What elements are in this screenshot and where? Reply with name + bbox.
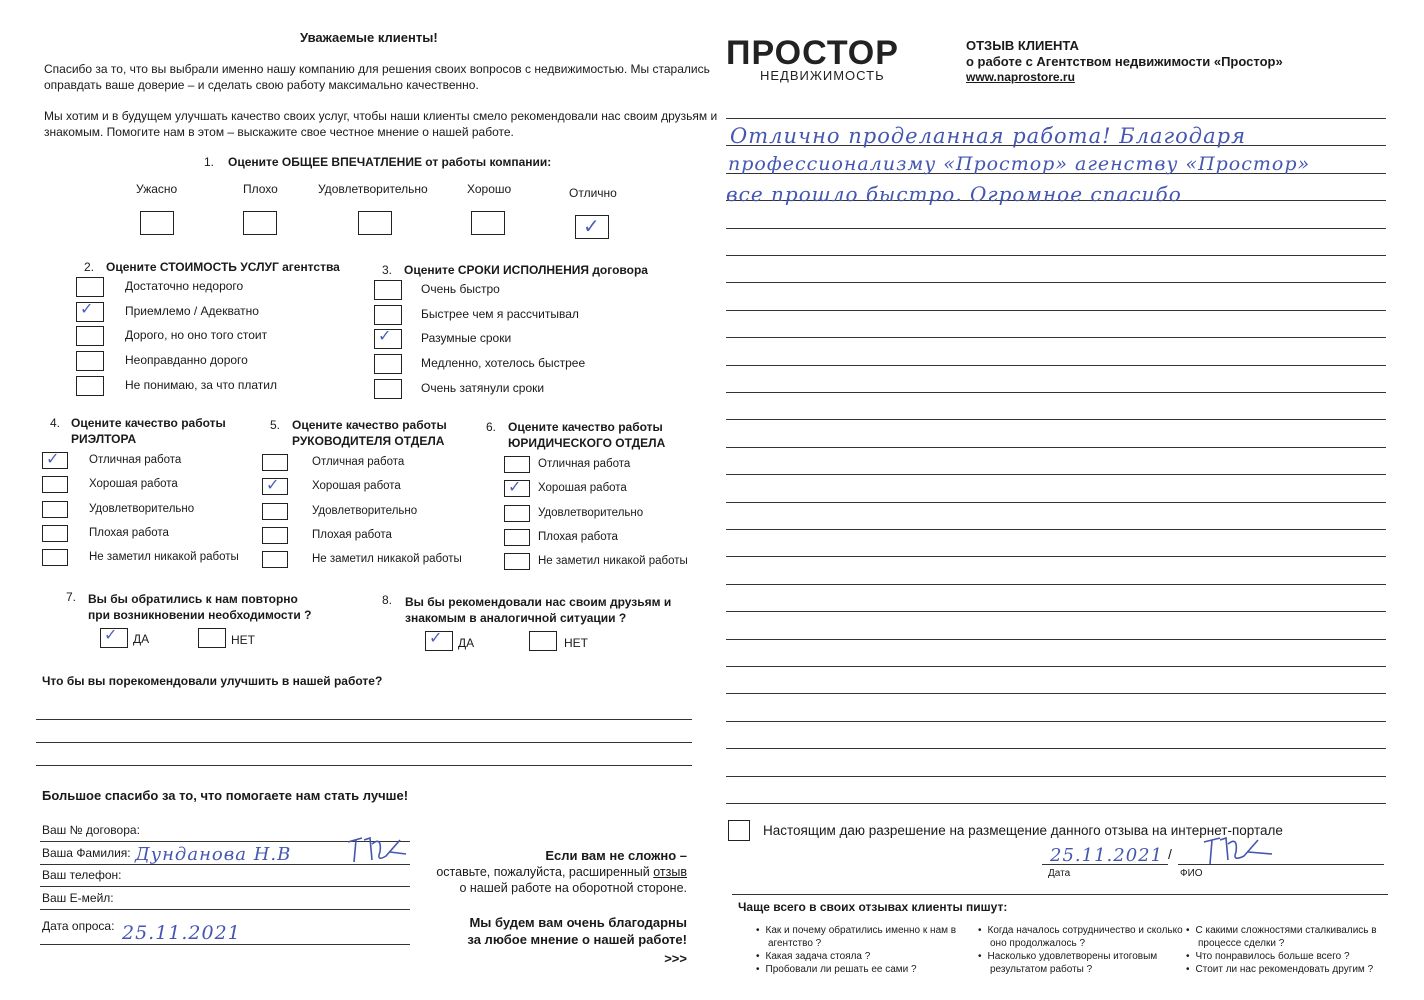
check-mark-icon: ✓: [508, 477, 522, 497]
q7-no-label: НЕТ: [231, 633, 255, 647]
q7-yes-checkbox[interactable]: [100, 625, 128, 648]
q2-option-checkbox[interactable]: [76, 376, 104, 396]
answer-line[interactable]: [36, 765, 692, 766]
q1-title: Оцените ОБЩЕЕ ВПЕЧАТЛЕНИЕ от работы компании:: [228, 155, 552, 169]
hint-item-cont: процессе сделки ?: [1198, 938, 1285, 949]
review-line[interactable]: [726, 748, 1386, 749]
review-line[interactable]: [726, 666, 1386, 667]
date-value[interactable]: 25.11.2021: [122, 922, 241, 944]
q4-title-2: РИЭЛТОРА: [71, 432, 137, 446]
q5-option-label: Удовлетворительно: [312, 504, 418, 517]
hint-item: • Насколько удовлетворены итоговым: [978, 950, 1183, 963]
q1-option-checkbox[interactable]: [140, 211, 174, 235]
q8-yes-checkbox[interactable]: [425, 628, 453, 651]
review-line[interactable]: [726, 693, 1386, 694]
q2-option-label: Достаточно недорого: [125, 279, 244, 293]
q6-option-checkbox[interactable]: [504, 477, 530, 497]
hint-item-cont: оно продолжалось ?: [990, 938, 1086, 949]
review-line[interactable]: [726, 556, 1386, 557]
divider: [732, 894, 1388, 895]
email-field[interactable]: [40, 909, 410, 910]
side-text-3: о нашей работе на оборотной стороне.: [459, 881, 687, 895]
q2-option-label: Неоправданно дорого: [125, 353, 248, 368]
answer-line[interactable]: [36, 719, 692, 720]
q4-option-label: Не заметил никакой работы: [89, 551, 239, 564]
hint-item: • С какими сложностями сталкивались в: [1186, 924, 1377, 937]
review-line[interactable]: [726, 118, 1386, 119]
q5-option-label: Отличная работа: [312, 456, 405, 468]
date-line: [1042, 864, 1168, 865]
review-heading: ОТЗЫВ КЛИЕНТА: [966, 38, 1079, 53]
q3-option-checkbox[interactable]: [374, 379, 402, 399]
hint-item-cont: агентство ?: [768, 938, 822, 949]
q2-option-checkbox[interactable]: [76, 277, 104, 297]
signature-icon: [342, 832, 412, 868]
review-line[interactable]: [726, 639, 1386, 640]
check-mark-icon: ✓: [104, 625, 118, 644]
q6-option-label: Хорошая работа: [538, 482, 627, 495]
intro-text-1a: Спасибо за то, что вы выбрали именно нашу компанию для решения своих вопросов с недвижимостью. Мы старались: [44, 62, 710, 76]
side-text-4: Мы будем вам очень благодарны: [469, 915, 687, 930]
q1-option-label: Отлично: [569, 186, 617, 200]
q4-number: 4.: [50, 416, 61, 430]
q4-option-checkbox[interactable]: [42, 501, 68, 518]
contract-label: Ваш № договора:: [42, 823, 140, 837]
q3-option-checkbox[interactable]: [374, 280, 402, 300]
date-caption: Дата: [1048, 868, 1071, 879]
hint-item: • Когда началось сотрудничество и сколько: [978, 924, 1183, 937]
often-title: Чаще всего в своих отзывах клиенты пишут:: [738, 900, 1008, 914]
hint-item: • Какая задача стояла ?: [756, 950, 956, 963]
q2-title: Оцените СТОИМОСТЬ УСЛУГ агентства: [106, 260, 340, 274]
q4-option-label: Хорошая работа: [89, 478, 178, 491]
hints-column-3: [1186, 924, 1377, 976]
q3-option-checkbox[interactable]: [374, 326, 402, 349]
review-subheading: о работе с Агентством недвижимости «Простор»: [966, 54, 1283, 69]
q1-number: 1.: [204, 155, 215, 169]
q1-option-label: Удовлетворительно: [318, 182, 428, 196]
email-label: Ваш Е-мейл:: [42, 891, 114, 905]
review-link[interactable]: отзыв: [653, 865, 687, 879]
q2-option-label: Приемлемо / Адекватно: [125, 303, 259, 318]
q3-option-checkbox[interactable]: [374, 305, 402, 325]
q1-option-label: Плохо: [243, 182, 278, 196]
review-line[interactable]: [726, 611, 1386, 612]
q4-option-label: Отличная работа: [89, 454, 182, 466]
arrows-text: >>>: [664, 951, 687, 966]
logo: ПРОСТОР: [726, 34, 899, 72]
q3-option-label: Очень быстро: [421, 282, 500, 296]
q7-title-1: Вы бы обратились к нам повторно: [88, 592, 298, 606]
q8-title-2: знакомым в аналогичной ситуации ?: [405, 611, 627, 625]
q4-title-1: Оцените качество работы: [71, 416, 226, 430]
date-field-line: [40, 944, 410, 945]
check-mark-icon: ✓: [266, 475, 280, 495]
q3-option-label: Очень затянули сроки: [421, 380, 545, 395]
review-text-3: все прошло быстро. Огромное спасибо: [726, 182, 1182, 206]
q8-title-1: Вы бы рекомендовали нас своим друзьям и: [405, 595, 672, 609]
side-text-2: оставьте, пожалуйста, расширенный отзыв: [436, 865, 687, 879]
hint-item: • Пробовали ли решать ее сами ?: [756, 963, 956, 976]
q6-option-label: Удовлетворительно: [538, 506, 644, 519]
review-line[interactable]: [726, 803, 1386, 804]
separator: /: [1168, 846, 1172, 862]
phone-label: Ваш телефон:: [42, 868, 122, 882]
signature-date[interactable]: 25.11.2021: [1050, 845, 1164, 866]
q6-number: 6.: [486, 420, 497, 434]
q5-option-checkbox[interactable]: [262, 503, 288, 520]
q3-option-label: Быстрее чем я рассчитывал: [421, 306, 579, 321]
signature-icon: [1198, 834, 1278, 868]
intro-text-1b: оправдать ваше доверие – и сделать свою работу максимально качественно.: [44, 78, 479, 92]
review-line[interactable]: [726, 282, 1386, 283]
q8-no-label: НЕТ: [564, 636, 588, 650]
side-text-5: за любое мнение о нашей работе!: [467, 932, 687, 947]
q4-option-label: Удовлетворительно: [89, 502, 195, 515]
review-line[interactable]: [726, 721, 1386, 722]
intro-text-2a: Мы хотим и в будущем улучшать качество своих услуг, чтобы наши клиенты смело рекомендовали нас своим друзьям и: [44, 109, 718, 123]
q1-option-checkbox[interactable]: [243, 211, 277, 235]
q3-title: Оцените СРОКИ ИСПОЛНЕНИЯ договора: [404, 263, 648, 277]
q1-option-checkbox[interactable]: [471, 211, 505, 235]
q5-option-checkbox[interactable]: [262, 527, 288, 544]
q1-option-checkbox[interactable]: [575, 215, 609, 239]
q1-option-label: Хорошо: [467, 182, 512, 196]
improve-question: Что бы вы порекомендовали улучшить в нашей работе?: [42, 674, 383, 688]
q7-title-2: при возникновении необходимости ?: [88, 608, 312, 622]
q5-option-label: Плохая работа: [312, 528, 392, 541]
date-label: Дата опроса:: [42, 919, 115, 933]
q6-option-checkbox[interactable]: [504, 456, 530, 473]
q4-option-label: Плохая работа: [89, 526, 169, 539]
intro-text-2b: знакомым. Помогите нам в этом – выскажите свое честное мнение о нашей работе.: [44, 125, 514, 139]
phone-field[interactable]: [40, 886, 410, 887]
q5-number: 5.: [270, 418, 281, 432]
check-mark-icon: ✓: [80, 298, 94, 318]
q3-option-label: Разумные сроки: [421, 331, 512, 346]
review-line[interactable]: [726, 419, 1386, 420]
q5-option-checkbox[interactable]: [262, 454, 288, 471]
q2-option-label: Дорого, но оно того стоит: [125, 328, 268, 343]
q3-option-label: Медленно, хотелось быстрее: [421, 356, 586, 371]
q3-option-checkbox[interactable]: [374, 354, 402, 374]
q1-option-label: Ужасно: [136, 182, 178, 196]
check-mark-icon: ✓: [46, 449, 60, 468]
q7-yes-label: ДА: [133, 632, 150, 646]
review-line[interactable]: [726, 776, 1386, 777]
side-text-1: Если вам не сложно –: [545, 848, 687, 863]
review-text-2: профессионализму «Простор» агенству «Простор»: [728, 153, 1311, 175]
q2-option-checkbox[interactable]: [76, 351, 104, 371]
review-line[interactable]: [726, 584, 1386, 585]
fio-caption: ФИО: [1180, 868, 1203, 879]
q8-number: 8.: [382, 593, 393, 607]
website-link[interactable]: www.naprostore.ru: [966, 70, 1075, 84]
q6-option-label: Не заметил никакой работы: [538, 555, 688, 568]
q8-no-checkbox[interactable]: [529, 631, 557, 651]
review-line[interactable]: [726, 228, 1386, 229]
q6-option-checkbox[interactable]: [504, 553, 530, 570]
q5-option-label: Хорошая работа: [312, 480, 401, 493]
q6-option-label: Плохая работа: [538, 530, 618, 543]
review-line[interactable]: [726, 255, 1386, 256]
q7-no-checkbox[interactable]: [198, 628, 226, 648]
hints-column-2: [978, 924, 1183, 976]
q2-option-label: Не понимаю, за что платил: [125, 377, 278, 392]
q6-option-label: Отличная работа: [538, 458, 631, 470]
hints-column-1: [756, 924, 956, 976]
review-line[interactable]: [726, 392, 1386, 393]
q4-option-checkbox[interactable]: [42, 449, 68, 469]
review-text-1: Отлично проделанная работа! Благодаря: [730, 124, 1246, 148]
hint-item: • Стоит ли нас рекомендовать другим ?: [1186, 963, 1377, 976]
review-line[interactable]: [726, 529, 1386, 530]
q4-option-checkbox[interactable]: [42, 476, 68, 493]
page-title: Уважаемые клиенты!: [300, 30, 438, 45]
q2-option-checkbox[interactable]: [76, 298, 104, 322]
q3-number: 3.: [382, 263, 393, 277]
surname-value[interactable]: Дунданова Н.В: [135, 844, 292, 865]
review-line[interactable]: [726, 310, 1386, 311]
q5-option-checkbox[interactable]: [262, 475, 288, 495]
review-line[interactable]: [726, 337, 1386, 338]
hint-item-cont: результатом работы ?: [990, 964, 1093, 975]
q5-option-label: Не заметил никакой работы: [312, 553, 462, 566]
check-mark-icon: ✓: [583, 214, 600, 238]
q1-option-checkbox[interactable]: [358, 211, 392, 235]
surname-label: Ваша Фамилия:: [42, 846, 131, 860]
hint-item: • Как и почему обратились именно к нам в: [756, 924, 956, 937]
q2-option-checkbox[interactable]: [76, 326, 104, 346]
review-line[interactable]: [726, 447, 1386, 448]
review-line[interactable]: [726, 365, 1386, 366]
answer-line[interactable]: [36, 742, 692, 743]
hint-item: • Что понравилось больше всего ?: [1186, 950, 1377, 963]
q2-number: 2.: [84, 260, 95, 274]
review-line[interactable]: [726, 502, 1386, 503]
q6-title-1: Оцените качество работы: [508, 420, 663, 434]
q7-number: 7.: [66, 590, 77, 604]
q5-title-1: Оцените качество работы: [292, 418, 447, 432]
consent-text: Настоящим даю разрешение на размещение данного отзыва на интернет-портале: [763, 823, 1283, 838]
q6-title-2: ЮРИДИЧЕСКОГО ОТДЕЛА: [508, 436, 666, 450]
consent-checkbox[interactable]: [728, 820, 750, 841]
check-mark-icon: ✓: [429, 628, 443, 647]
q6-option-checkbox[interactable]: [504, 505, 530, 522]
thanks-text: Большое спасибо за то, что помогаете нам стать лучше!: [42, 788, 409, 803]
check-mark-icon: ✓: [378, 326, 392, 346]
q8-yes-label: ДА: [458, 636, 475, 650]
q5-option-checkbox[interactable]: [262, 551, 288, 568]
review-line[interactable]: [726, 474, 1386, 475]
q4-option-checkbox[interactable]: [42, 525, 68, 542]
q6-option-checkbox[interactable]: [504, 529, 530, 546]
q4-option-checkbox[interactable]: [42, 549, 68, 566]
logo-subtitle: НЕДВИЖИМОСТЬ: [760, 68, 885, 83]
q5-title-2: РУКОВОДИТЕЛЯ ОТДЕЛА: [292, 434, 445, 448]
